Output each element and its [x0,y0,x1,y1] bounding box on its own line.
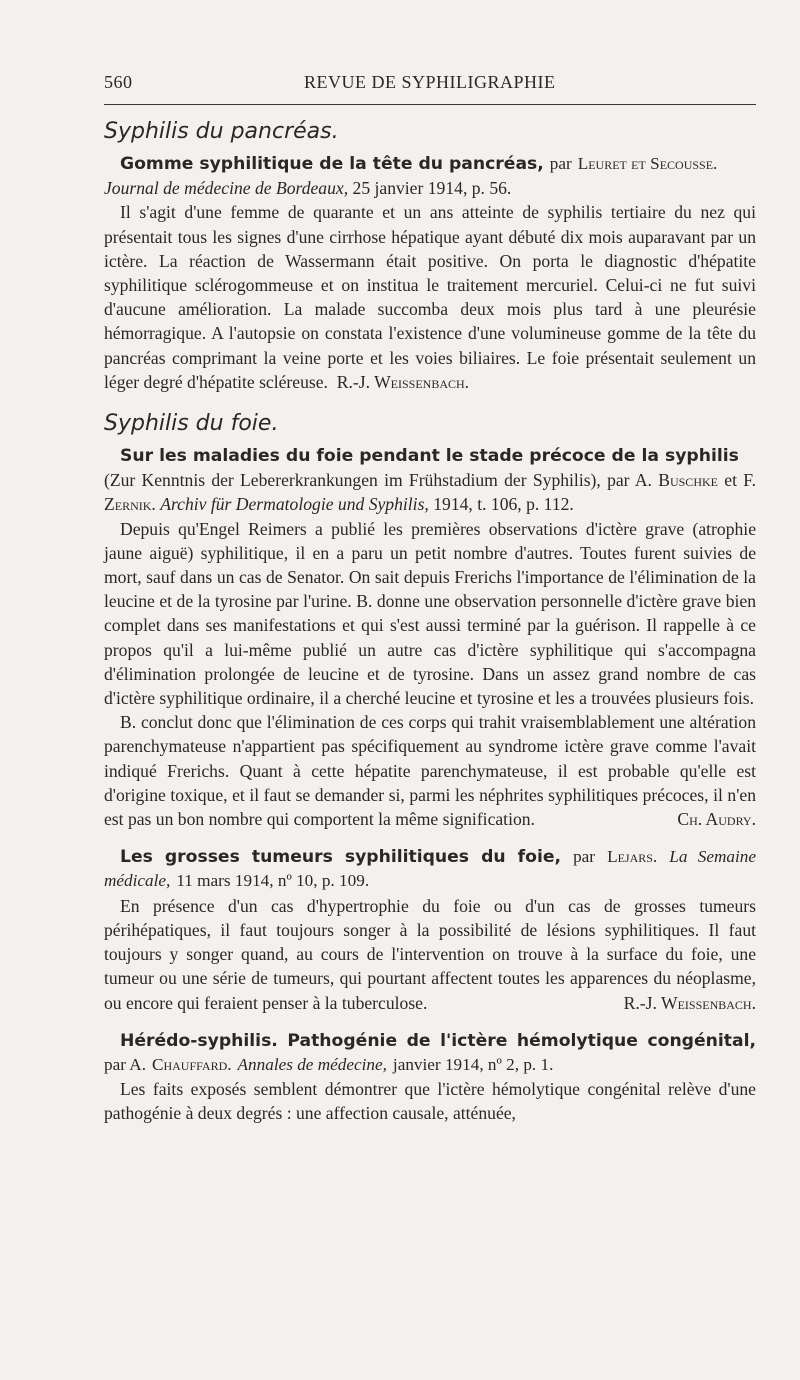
journal-name: La Semaine médicale, [104,847,756,891]
signature: R.-J. Weissenbach. [623,992,756,1013]
entry-by: par A. [104,1054,147,1074]
text-column [104,118,756,1126]
header-rule [104,104,756,105]
entry-chauffard [104,1029,756,1126]
body-text: En présence d'un cas d'hypertrophie du foie ou d'un cas de grosses tumeurs périhépatiques, il faut toujours songer à la possibilité de lésions syphilitiques. Il faut toujours y songer quand, au cours de l'intervention on trouve à la surface du foie, une tumeur ou une série de tumeurs, qui pourtant affectent toutes les apparences du néoplasme, ou encore qui feraient penser à la tuberculose. [104,895,756,1013]
entry-buschke [104,444,756,831]
section-heading-pancreas: Syphilis du pancréas. [104,119,339,144]
author: Chauffard. [152,1054,232,1074]
body-text: Il s'agit d'une femme de quarante et un ans atteinte de syphilis tertiaire du nez qui présentait tous les signes d'une cirrhose hépatique ayant débuté dix mois auparavant par un ictère. La réaction de Wassermann était positive. On porta le diagnostic d'hépatite syphilitique sclérogommeuse et on institua le traitement mercuriel. Celui-ci ne fut suivi d'aucune amélioration. La malade succomba deux mois plus tard à une pleurésie hémorragique. A l'autopsie on constata l'existence d'une volumineuse gomme de la tête du pancréas comprimant la veine porte et les voies biliaires. Le foie présentait seulement un léger degré d'hépatite scléreuse. [104,202,756,392]
entry-title-line [104,1029,756,1077]
citation-ref: 1914, t. 106, p. 112. [433,494,574,515]
author: Lejars. [607,847,658,867]
entry-pancreas [104,152,756,394]
entry-by: par [549,154,572,173]
author: Zernik. [104,494,156,515]
citation-ref: janvier 1914, nº 2, p. 1. [392,1054,554,1074]
citation-ref: 11 mars 1914, nº 10, p. 109. [176,871,370,891]
signature: R.-J. Weissenbach. [336,371,470,392]
body-paragraph [104,894,756,1015]
running-head [104,72,756,96]
signature: Ch. Audry. [677,809,756,830]
entry-title: Sur les maladies du foie pendant le stade précoce de la syphilis [120,446,739,467]
entry-title: Gomme syphilitique de la tête du pancréas, [120,154,544,174]
body-text: B. conclut donc que l'élimination de ces corps qui trahit vraisemblablement une altération parenchymateuse n'appartient pas spécifiquement au syndrome ictère grave comme l'avait indiqué Frerichs. Quant à cette hépatite parenchymateuse, il est probable qu'elle est d'origine toxique, et il faut se demander si, parmi les néphrites syphilitiques précoces, il n'en est pas un bon nombre qui comportent la même signification. [104,712,756,830]
journal-name: Annales de médecine, [237,1054,387,1074]
entry-title: Hérédo-syphilis. Pathogénie de l'ictère hémolytique congénital, [120,1030,756,1051]
conjunction: et F. [724,470,757,491]
subtitle: (Zur Kenntnis der Lebererkrankungen im Frühstadium der Syphilis), par A. [104,470,652,491]
entry-lejars [104,845,756,1014]
entry-citation [104,176,756,200]
entry-body [104,200,756,394]
entry-by: par [573,847,596,867]
section-heading-foie: Syphilis du foie. [104,411,279,437]
citation-ref: 25 janvier 1914, p. 56. [352,178,512,199]
body-paragraph [104,710,756,831]
journal-name: Archiv für Dermatologie und Syphilis, [160,494,429,515]
entry-citation [104,468,756,516]
page-number: 560 [104,72,133,92]
journal-name: Journal de médecine de Bordeaux, [104,178,349,199]
entry-title-line [104,152,756,176]
entry-title: Les grosses tumeurs syphilitiques du foie, [120,847,562,868]
spacer [104,831,756,845]
body-paragraph: Depuis qu'Engel Reimers a publié les premières observations d'ictère grave (atrophie jaune aiguë) syphilitique, il en a paru un petit nombre d'autres. Toutes furent suivies de mort, sauf dans un cas de Senator. On sait depuis Frerichs l'importance de l'élimination de la leucine et de la tyrosine par l'urine. B. donne une observation personnelle d'ictère grave bien complet dans ses manifestations et qui s'est aussi terminé par la guérison. Il rappelle à ce propos qu'il a lui-même publié un autre cas d'ictère syphilitique qui s'accompagna d'élimination prolongée de leucine et de tyrosine. Dans un assez grand nombre de cas d'ictère syphilitique ordinaire, il a cherché leucine et tyrosine et les a trouvées plusieurs fois. [104,518,756,709]
spacer [104,394,756,402]
entry-title-line [104,845,756,893]
body-paragraph: Les faits exposés semblent démontrer que l'ictère hémolytique congénital relève d'une pathogénie à deux degrés : une affection causale, atténuée, [104,1079,756,1124]
running-title: REVUE DE SYPHILIGRAPHIE [304,72,556,92]
author: Buschke [658,470,718,491]
entry-authors: Leuret et Secousse. [577,154,718,173]
spacer [104,1015,756,1029]
